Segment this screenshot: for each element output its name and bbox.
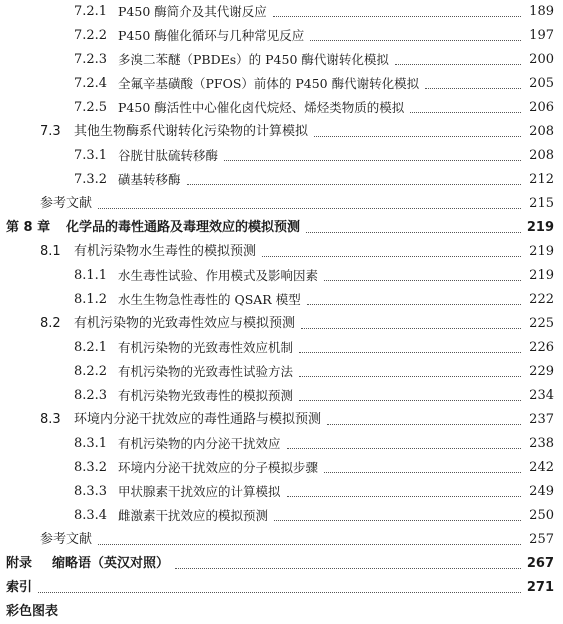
toc-entry-title: P450 酶活性中心催化卤代烷烃、烯烃类物质的模拟 <box>118 100 405 115</box>
toc-entry[interactable] <box>0 456 563 480</box>
toc-entry-page: 219 <box>526 220 554 235</box>
toc-entry-title: 雌激素干扰效应的模拟预测 <box>118 508 269 523</box>
toc-entry-page: 208 <box>529 148 554 163</box>
toc-entry[interactable] <box>0 552 563 576</box>
toc-entry-number: 8.2 <box>40 316 61 331</box>
toc-entry-number: 第 8 章 <box>6 220 51 235</box>
toc-entry-number: 8.1.1 <box>74 268 108 283</box>
toc-entry-page: 205 <box>529 76 554 91</box>
toc-entry-title: 索引 <box>6 580 33 595</box>
toc-entry[interactable] <box>0 216 563 240</box>
toc-entry-title: 有机污染物光致毒性的模拟预测 <box>118 388 294 403</box>
toc-entry-page: 234 <box>529 388 554 403</box>
dot-leader <box>327 424 521 425</box>
toc-entry-page: 215 <box>529 196 554 211</box>
toc-entry-number: 8.2.3 <box>74 388 108 403</box>
toc-entry-number: 7.2.4 <box>74 76 108 91</box>
toc-entry-title: 有机污染物水生毒性的模拟预测 <box>74 244 257 259</box>
toc-entry-title: 有机污染物的光致毒性效应机制 <box>118 340 294 355</box>
dot-leader <box>98 544 521 545</box>
toc-entry-title: 水生生物急性毒性的 QSAR 模型 <box>118 292 301 307</box>
dot-leader <box>310 40 521 41</box>
dot-leader <box>299 376 521 377</box>
dot-leader <box>395 64 521 65</box>
toc-entry[interactable] <box>0 288 563 312</box>
toc-entry-number: 7.2.2 <box>74 28 108 43</box>
toc-entry[interactable] <box>0 336 563 360</box>
toc-entry-title: 环境内分泌干扰效应的毒性通路与模拟预测 <box>74 412 322 427</box>
toc-entry[interactable] <box>0 504 563 528</box>
toc-entry-title: 参考文献 <box>40 532 93 547</box>
dot-leader <box>314 136 521 137</box>
toc-entry-title: 其他生物酶系代谢转化污染物的计算模拟 <box>74 124 309 139</box>
toc-entry-title: 环境内分泌干扰效应的分子模拟步骤 <box>118 460 319 475</box>
toc-entry-title: 磺基转移酶 <box>118 172 181 187</box>
toc-entry-number: 8.3 <box>40 412 61 427</box>
toc-entry[interactable] <box>0 192 563 216</box>
dot-leader <box>306 232 521 233</box>
dot-leader <box>273 16 521 17</box>
dot-leader <box>299 400 521 401</box>
dot-leader <box>187 184 521 185</box>
toc-entry-page: 225 <box>529 316 554 331</box>
toc-entry-page: 219 <box>529 268 554 283</box>
dot-leader <box>324 280 521 281</box>
toc-entry-number: 7.3.1 <box>74 148 108 163</box>
toc-entry[interactable] <box>0 96 563 120</box>
dot-leader <box>98 208 521 209</box>
toc-entry[interactable] <box>0 528 563 552</box>
dot-leader <box>301 328 521 329</box>
toc-entry-page: 237 <box>529 412 554 427</box>
toc-entry-number: 8.3.3 <box>74 484 108 499</box>
toc-entry-number: 7.2.1 <box>74 4 108 19</box>
toc-entry-page: 189 <box>529 4 554 19</box>
toc-entry-page: 219 <box>529 244 554 259</box>
dot-leader <box>175 568 521 569</box>
toc-entry-page: 229 <box>529 364 554 379</box>
toc-entry-page: 222 <box>529 292 554 307</box>
toc-entry[interactable] <box>0 240 563 264</box>
toc-entry-page: 226 <box>529 340 554 355</box>
toc-entry-page: 250 <box>529 508 554 523</box>
toc-entry-title: P450 酶简介及其代谢反应 <box>118 4 267 19</box>
toc-entry-number: 8.2.2 <box>74 364 108 379</box>
toc-entry[interactable] <box>0 360 563 384</box>
toc-entry[interactable] <box>0 144 563 168</box>
toc-entry[interactable] <box>0 384 563 408</box>
dot-leader <box>287 448 521 449</box>
toc-entry-title: 谷胱甘肽硫转移酶 <box>118 148 219 163</box>
toc-entry-title: 缩略语（英汉对照） <box>52 556 170 571</box>
toc-entry-title: 有机污染物的光致毒性效应与模拟预测 <box>74 316 296 331</box>
dot-leader <box>262 256 521 257</box>
dot-leader <box>224 160 521 161</box>
toc-entry[interactable] <box>0 264 563 288</box>
dot-leader <box>410 112 521 113</box>
toc-entry[interactable] <box>0 600 563 624</box>
toc-entry[interactable] <box>0 120 563 144</box>
toc-entry-title: 化学品的毒性通路及毒理效应的模拟预测 <box>66 220 301 235</box>
toc-entry-title: 有机污染物的内分泌干扰效应 <box>118 436 281 451</box>
toc-entry[interactable] <box>0 480 563 504</box>
toc-entry-title: P450 酶催化循环与几种常见反应 <box>118 28 305 43</box>
toc-entry[interactable] <box>0 24 563 48</box>
toc-entry[interactable] <box>0 312 563 336</box>
toc-entry-number: 8.1.2 <box>74 292 108 307</box>
dot-leader <box>287 496 521 497</box>
toc-entry-page: 249 <box>529 484 554 499</box>
toc-entry-number: 8.2.1 <box>74 340 108 355</box>
toc-entry-page: 197 <box>529 28 554 43</box>
toc-entry[interactable] <box>0 0 563 24</box>
toc-entry-title: 彩色图表 <box>6 604 59 619</box>
toc-entry-number: 8.1 <box>40 244 61 259</box>
toc-entry-number: 7.2.5 <box>74 100 108 115</box>
toc-entry-number: 7.3 <box>40 124 61 139</box>
toc-entry-title: 多溴二苯醚（PBDEs）的 P450 酶代谢转化模拟 <box>118 52 389 67</box>
toc-entry-page: 208 <box>529 124 554 139</box>
toc-entry-number: 8.3.4 <box>74 508 108 523</box>
toc-entry-page: 257 <box>529 532 554 547</box>
toc-entry-page: 212 <box>529 172 554 187</box>
toc-entry-title: 甲状腺素干扰效应的计算模拟 <box>118 484 281 499</box>
toc-entry-page: 271 <box>526 580 554 595</box>
dot-leader <box>38 592 521 593</box>
toc-entry-number: 8.3.1 <box>74 436 108 451</box>
toc-entry[interactable] <box>0 576 563 600</box>
dot-leader <box>425 88 521 89</box>
toc-entry-number: 7.3.2 <box>74 172 108 187</box>
toc-entry-page: 200 <box>529 52 554 67</box>
toc-entry-page: 242 <box>529 460 554 475</box>
toc-entry-page: 267 <box>526 556 554 571</box>
toc-entry[interactable] <box>0 432 563 456</box>
toc-entry-page: 238 <box>529 436 554 451</box>
toc-entry[interactable] <box>0 48 563 72</box>
toc-entry-title: 有机污染物的光致毒性试验方法 <box>118 364 294 379</box>
dot-leader <box>324 472 521 473</box>
toc-entry[interactable] <box>0 72 563 96</box>
toc-entry-title: 全氟辛基磺酸（PFOS）前体的 P450 酶代谢转化模拟 <box>118 76 420 91</box>
toc-entry-title: 水生毒性试验、作用模式及影响因素 <box>118 268 319 283</box>
toc-entry[interactable] <box>0 168 563 192</box>
toc-entry[interactable] <box>0 408 563 432</box>
toc-entry-title: 参考文献 <box>40 196 93 211</box>
toc-entry-number: 附录 <box>6 556 33 571</box>
toc-entry-page: 206 <box>529 100 554 115</box>
dot-leader <box>307 304 521 305</box>
toc-entry-number: 7.2.3 <box>74 52 108 67</box>
toc-entry-number: 8.3.2 <box>74 460 108 475</box>
dot-leader <box>274 520 521 521</box>
dot-leader <box>299 352 521 353</box>
